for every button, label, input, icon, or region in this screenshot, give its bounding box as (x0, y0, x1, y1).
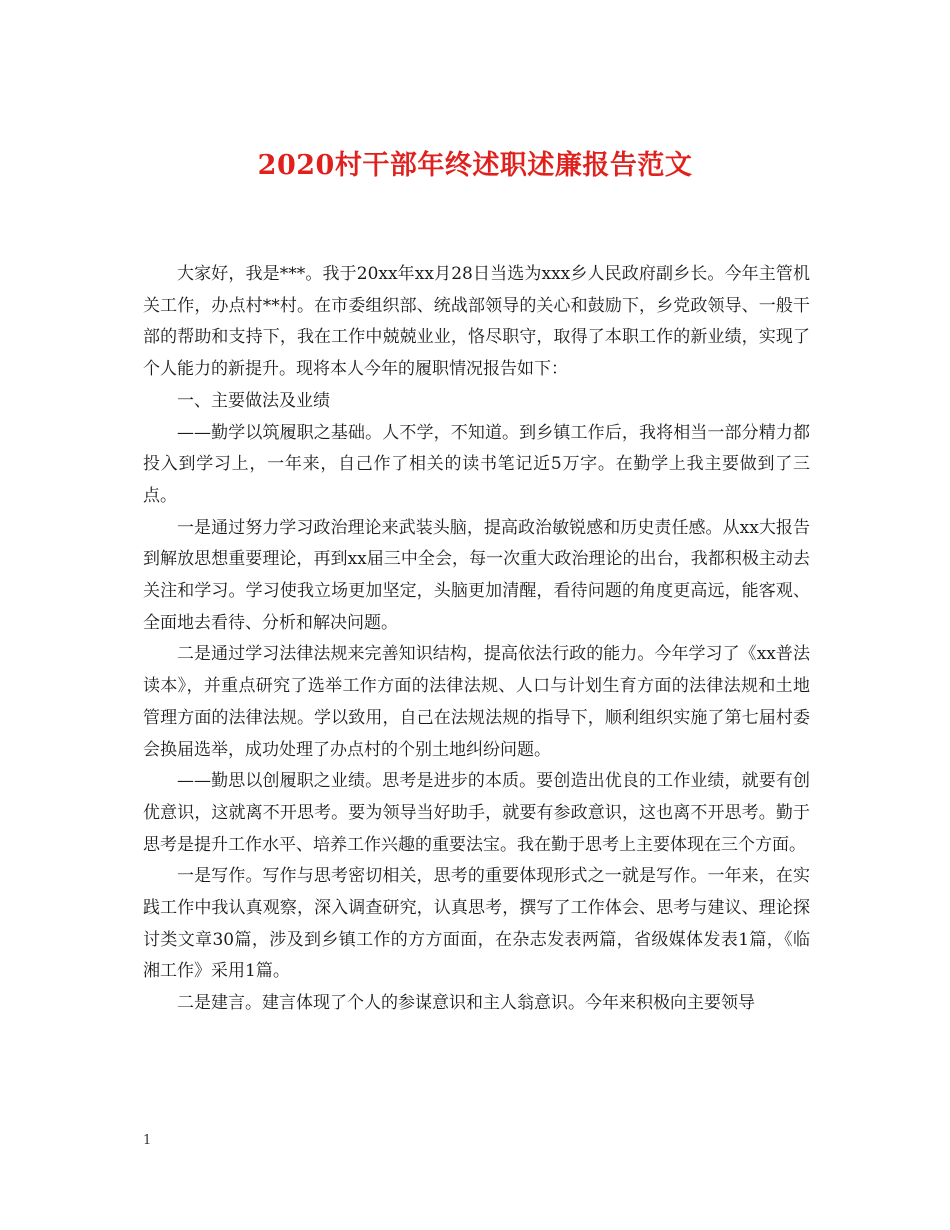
paragraph-writing: 一是写作。写作与思考密切相关，思考的重要体现形式之一就是写作。一年来，在实践工作中我认真观察，深入调查研究，认真思考，撰写了工作体会、思考与建议、理论探讨类文章30篇，涉及到乡镇工作的方方面面，在杂志发表两篇，省级媒体发表1篇，《临湘工作》采用1篇。 (143, 866, 810, 982)
paragraph-laws-regulations: 二是通过学习法律法规来完善知识结构，提高依法行政的能力。今年学习了《xx普法读本》，并重点研究了选举工作方面的法律法规、人口与计划生育方面的法律法规和土地管理方面的法律法规。学以致用，自己在法规法规的指导下，顺利组织实施了第七届村委会换届选举，成功处理了办点村的个别土地纠纷问题。 (143, 644, 810, 760)
paragraph-suggestions: 二是建言。建言体现了个人的参谋意识和主人翁意识。今年来积极向主要领导 (177, 993, 755, 1014)
paragraph-political-theory: 一是通过努力学习政治理论来武装头脑，提高政治敏锐感和历史责任感。从xx大报告到解放思想重要理论，再到xx届三中全会，每一次重大政治理论的出台，我都积极主动去关注和学习。学习使我立场更加坚定，头脑更加清醒，看待问题的角度更高远，能客观、全面地去看待、分析和解决问题。 (143, 517, 810, 633)
paragraph-diligent-study: ——勤学以筑履职之基础。人不学，不知道。到乡镇工作后，我将相当一部分精力都投入到学习上，一年来，自己作了相关的读书笔记近5万字。在勤学上我主要做到了三点。 (143, 422, 810, 506)
paragraph-intro: 大家好，我是***。我于20xx年xx月28日当选为xxx乡人民政府副乡长。今年主管机关工作，办点村**村。在市委组织部、统战部领导的关心和鼓励下，乡党政领导、一般干部的帮助和支持下，我在工作中兢兢业业，恪尽职守，取得了本职工作的新业绩，实现了个人能力的新提升。现将本人今年的履职情况报告如下： (143, 264, 810, 380)
section-heading-main-practices: 一、主要做法及业绩 (177, 390, 330, 411)
document-body (143, 259, 810, 1020)
page-number: 1 (143, 1133, 152, 1148)
paragraph-diligent-thinking: ——勤思以创履职之业绩。思考是进步的本质。要创造出优良的工作业绩，就要有创优意识，这就离不开思考。要为领导当好助手，就要有参政意识，这也离不开思考。勤于思考是提升工作水平、培养工作兴趣的重要法宝。我在勤于思考上主要体现在三个方面。 (143, 771, 810, 855)
document-title: 2020村干部年终述职述廉报告范文 (257, 150, 693, 182)
